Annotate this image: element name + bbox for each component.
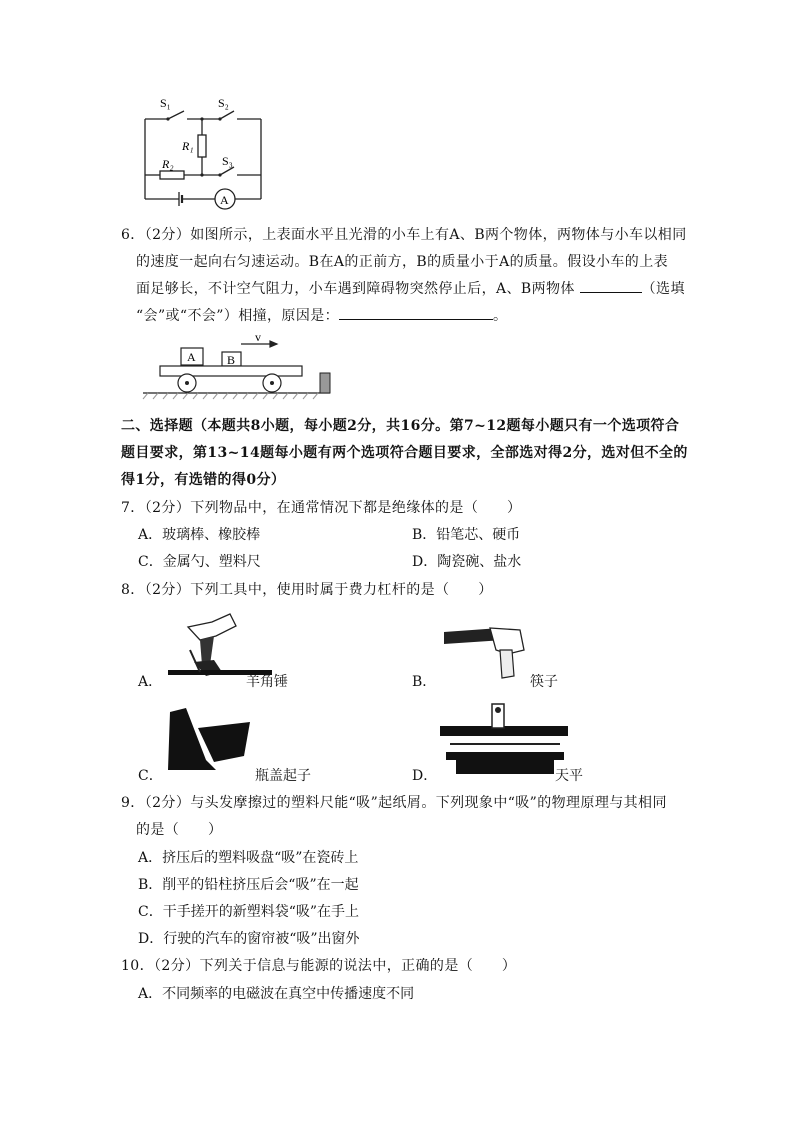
velocity-label: v <box>255 330 261 344</box>
q8-option-c-caption: 瓶盖起子 <box>255 768 311 784</box>
q9-stem-line2: 的是（ ） <box>136 822 223 838</box>
switch-s2-label: S₂ <box>218 96 229 110</box>
q6-line3-tail: （选填 <box>641 281 685 297</box>
q8-option-a-letter[interactable]: A． <box>138 674 163 690</box>
q7-option-a[interactable]: A．玻璃棒、橡胶棒 <box>138 527 261 543</box>
section2-line3: 得1分，有选错的得0分） <box>121 472 286 488</box>
q8-option-b-letter[interactable]: B． <box>412 674 437 690</box>
q6-line2: 的速度一起向右匀速运动。B在A的正前方，B的质量小于A的质量。假设小车的上表 <box>136 254 668 270</box>
resistor-r2-label: R₂ <box>162 157 174 171</box>
block-b-label: B <box>227 353 236 367</box>
q7-stem: 7．（2分）下列物品中，在通常情况下都是绝缘体的是（ ） <box>121 500 522 516</box>
q6-line1: 6．（2分）如图所示，上表面水平且光滑的小车上有A、B两个物体，两物体与小车以相同 <box>121 227 687 243</box>
q8-option-a-caption: 羊角锤 <box>246 674 288 690</box>
claw-hammer-image <box>168 614 272 676</box>
q7-option-d[interactable]: D．陶瓷碗、盐水 <box>412 554 522 570</box>
q6-line4-text: “会”或“不会”）相撞，原因是： <box>136 308 340 324</box>
balance-scale-image <box>440 704 568 774</box>
block-a-label: A <box>187 350 196 364</box>
q8-option-d-caption: 天平 <box>555 768 583 784</box>
section2-line2: 题目要求，第13~14题每小题有两个选项符合题目要求，全部选对得2分，选对但不全的 <box>121 445 688 461</box>
ammeter-label: A <box>220 193 229 207</box>
q9-option-b[interactable]: B．削平的铅柱挤压后会“吸”在一起 <box>138 877 359 893</box>
q8-option-b-caption: 筷子 <box>530 674 558 690</box>
q7-option-c[interactable]: C．金属勺、塑料尺 <box>138 554 261 570</box>
section2-line1: 二、选择题（本题共8小题，每小题2分，共16分。第7~12题每小题只有一个选项符合 <box>121 418 680 434</box>
q9-option-d[interactable]: D．行驶的汽车的窗帘被“吸”出窗外 <box>138 931 360 947</box>
q10-option-a[interactable]: A．不同频率的电磁波在真空中传播速度不同 <box>138 986 415 1002</box>
q6-line4-tail: 。 <box>493 308 508 324</box>
q7-option-b[interactable]: B．铅笔芯、硬币 <box>412 527 521 543</box>
switch-s3-label: S₃ <box>222 154 233 168</box>
q9-option-c[interactable]: C．干手搓开的新塑料袋“吸”在手上 <box>138 904 360 920</box>
q8-option-d-letter[interactable]: D． <box>412 768 438 784</box>
q10-stem: 10．（2分）下列关于信息与能源的说法中，正确的是（ ） <box>121 958 517 974</box>
q9-stem-line1: 9．（2分）与头发摩擦过的塑料尺能“吸”起纸屑。下列现象中“吸”的物理原理与其相同 <box>121 795 667 811</box>
q8-stem: 8．（2分）下列工具中，使用时属于费力杠杆的是（ ） <box>121 582 493 598</box>
switch-s1-label: S₁ <box>160 96 171 110</box>
bottle-opener-image <box>168 708 250 770</box>
chopsticks-image <box>444 628 524 678</box>
q9-option-a[interactable]: A．挤压后的塑料吸盘“吸”在瓷砖上 <box>138 850 359 866</box>
resistor-r1-label: R₁ <box>182 139 194 153</box>
q6-line3-text: 面足够长，不计空气阻力，小车遇到障碍物突然停止后，A、B两物体 <box>136 281 575 297</box>
q8-option-c-letter[interactable]: C． <box>138 768 163 784</box>
